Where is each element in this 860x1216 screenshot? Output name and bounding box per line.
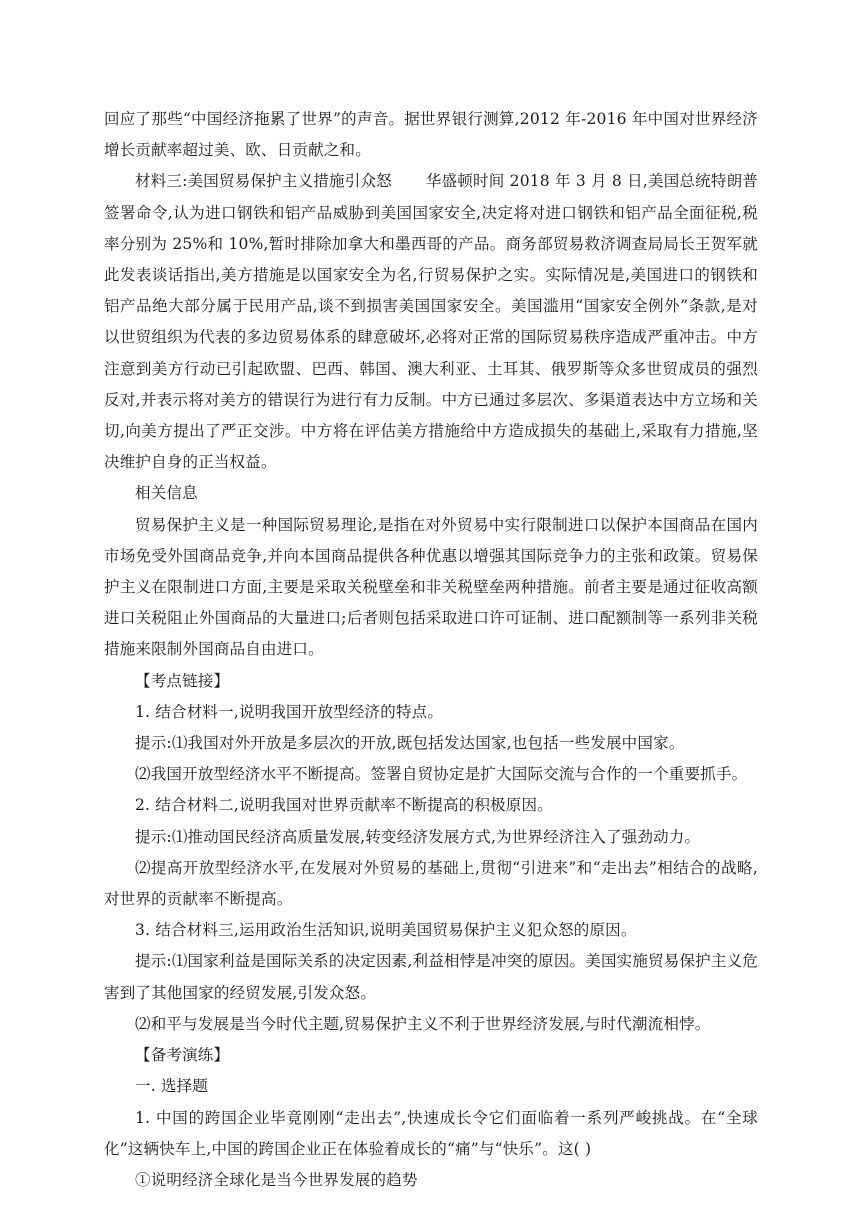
question-1: 1. 结合材料一,说明我国开放型经济的特点。 <box>135 702 444 721</box>
section-heading-key-points: 【考点链接】 <box>135 671 230 690</box>
related-info-heading: 相关信息 <box>135 484 198 503</box>
document-page <box>104 104 758 1196</box>
material-three-title: 材料三:美国贸易保护主义措施引众怒 <box>135 172 392 191</box>
hint-3-1: 提示:⑴国家利益是国际关系的决定因素,利益相悖是冲突的原因。美国实施贸易保护主义危害到了其他国家的经贸发展,引发众怒。 <box>104 952 758 1002</box>
hint-2-1: 提示:⑴推动国民经济高质量发展,转变经济发展方式,为世界经济注入了强劲动力。 <box>135 827 701 846</box>
hint-1-2: ⑵我国开放型经济水平不断提高。签署自贸协定是扩大国际交流与合作的一个重要抓手。 <box>135 765 748 784</box>
section-heading-exam-practice: 【备考演练】 <box>135 1046 230 1065</box>
paragraph-continuation: 回应了那些“中国经济拖累了世界”的声音。据世界银行测算,2012 年-2016 年中国对世界经济增长贡献率超过美、欧、日贡献之和。 <box>104 110 758 160</box>
hint-2-2: ⑵提高开放型经济水平,在发展对外贸易的基础上,贯彻“引进来”和“走出去”相结合的战略,对世界的贡献率不断提高。 <box>104 858 758 909</box>
material-three-body: 华盛顿时间 2018 年 3 月 8 日,美国总统特朗普签署命令,认为进口钢铁和铝产品威胁到美国国家安全,决定将对进口钢铁和铝产品全面征税,税率分别为 25%和 10%,暂时排除加拿大和墨西哥的产品。商务部贸易救济调查局局长王贺军就此发表谈话指出,美方措施是以国家安全为名,行贸易保护之实。实际情况是,美国进口的钢铁和铝产品绝大部分属于民用产品,谈不到损害美国国家安全。美国滥用“国家安全例外”条款,是对以世贸组织为代表的多边贸易体系的肆意破坏,必将对正常的国际贸易秩序造成严重冲击。中方注意到美方行动已引起欧盟、巴西、韩国、澳大利亚、土耳其、俄罗斯等众多世贸成员的强烈反对,并表示将对美方的错误行为进行有力反制。中方已通过多层次、多渠道表达中方立场和关切,向美方提出了严正交涉。中方将在评估美方措施给中方造成损失的基础上,采取有力措施,坚决维护自身的正当权益。 <box>104 172 758 472</box>
choice-option-1: ①说明经济全球化是当今世界发展的趋势 <box>135 1170 418 1189</box>
question-3: 3. 结合材料三,运用政治生活知识,说明美国贸易保护主义犯众怒的原因。 <box>135 921 637 940</box>
choice-question-1: 1. 中国的跨国企业毕竟刚刚“走出去”,快速成长令它们面临着一系列严峻挑战。在“全球化”这辆快车上,中国的跨国企业正在体验着成长的“痛”与“快乐”。这( ) <box>104 1108 758 1158</box>
hint-1-1: 提示:⑴我国对外开放是多层次的开放,既包括发达国家,也包括一些发展中国家。 <box>135 734 685 753</box>
hint-3-2: ⑵和平与发展是当今时代主题,贸易保护主义不利于世界经济发展,与时代潮流相悖。 <box>135 1014 711 1033</box>
section-multiple-choice: 一. 选择题 <box>135 1077 209 1096</box>
paragraph-material-three <box>104 166 758 478</box>
paragraph-trade-protectionism-definition: 贸易保护主义是一种国际贸易理论,是指在对外贸易中实行限制进口以保护本国商品在国内市场免受外国商品竞争,并向本国商品提供各种优惠以增强其国际竞争力的主张和政策。贸易保护主义在限制进口方面,主要是采取关税壁垒和非关税壁垒两种措施。前者主要是通过征收高额进口关税阻止外国商品的大量进口;后者则包括采取进口许可证制、进口配额制等一系列非关税措施来限制外国商品自由进口。 <box>104 515 758 659</box>
question-2: 2. 结合材料二,说明我国对世界贡献率不断提高的积极原因。 <box>135 796 553 815</box>
